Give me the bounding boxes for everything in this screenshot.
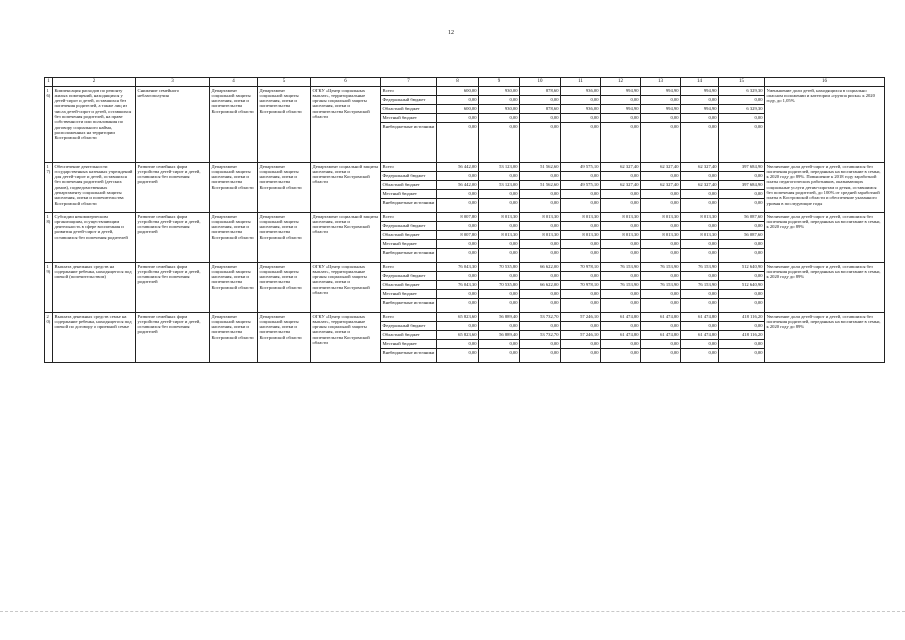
funding-value: 76 153,90 [681,281,719,290]
column-number: 11 [561,78,601,87]
funding-value: 0,00 [437,340,479,349]
responsible-executor: Департамент социальной защиты населения, опеки и попечительства Костромской области [210,263,258,313]
funding-value: 8 013,30 [641,213,681,222]
funding-value: 8 013,30 [520,213,561,222]
funding-value: 0,00 [601,272,641,281]
funding-value: 0,00 [681,172,719,181]
funding-value: 0,00 [719,349,765,363]
funding-value: 0,00 [681,272,719,281]
expected-result: Увеличение доли детей-сирот и детей, оставшихся без попечения родителей, переданных на воспитание в семьи, к 2020 году до 89%. Повышение к 2018 году заработной платы педагогических работников, оказывающих социальные услуги детям-сиротам и детям, оставшимся без попечения родителей, до 100% от средней заработной платы в Костромской области и обеспечение указанного уровня в последующие годы [765,163,885,213]
funding-value: 0,00 [681,240,719,249]
funding-value: 0,00 [601,340,641,349]
funding-value: 0,00 [520,172,561,181]
funding-value: 0,00 [479,96,520,105]
funding-value: 76 153,90 [641,281,681,290]
co-executor: Департамент социальной защиты населения, опеки и попечительства Костромской области [258,163,311,213]
funding-value: 0,00 [561,249,601,263]
funding-value: 0,00 [719,299,765,313]
funding-value: 62 327,40 [601,163,641,172]
funding-value: 0,00 [681,322,719,331]
funding-value: 0,00 [681,340,719,349]
funding-value: 0,00 [561,340,601,349]
funding-value: 49 575,10 [561,163,601,172]
funding-value: 0,00 [681,299,719,313]
funding-value: 0,00 [719,222,765,231]
funding-value: 53 123,00 [479,163,520,172]
column-number: 4 [210,78,258,87]
activity-number: 20) [45,313,53,363]
funding-value: 0,00 [561,222,601,231]
funding-source: Федеральный бюджет [381,222,437,231]
funding-value: 8 013,30 [479,213,520,222]
funding-value: 0,00 [520,199,561,213]
funding-value: 8 013,30 [681,231,719,240]
column-number: 8 [437,78,479,87]
column-number: 2 [53,78,136,87]
funding-value: 76 153,90 [601,263,641,272]
funding-source: Всего [381,263,437,272]
funding-value: 0,00 [601,349,641,363]
participant: ОГКУ «Центр социальных выплат», территориальные органы социальной защиты населения, опеки и попечительства Костромской области [311,87,381,163]
funding-value: 0,00 [437,123,479,163]
column-number: 16 [765,78,885,87]
funding-value: 0,00 [681,114,719,123]
funding-value: 0,00 [479,272,520,281]
activity-name: Субсидии некоммерческим организациям, осуществляющим деятельность в сфере воспитания и развития детей-сирот и детей, оставшихся без попечения родителей [53,213,136,263]
funding-value: 56 087,60 [719,231,765,240]
funding-value: 8 013,30 [641,231,681,240]
funding-value: 0,00 [561,322,601,331]
column-number: 5 [258,78,311,87]
funding-value: 0,00 [520,96,561,105]
funding-value: 8 013,30 [601,231,641,240]
funding-source: Всего [381,87,437,96]
funding-value: 0,00 [520,249,561,263]
funding-source: Местный бюджет [381,190,437,199]
funding-value: 512 640,90 [719,263,765,272]
participant: ОГКУ «Центр социальных выплат», территориальные органы социальной защиты населения, опеки и попечительства Костромской области [311,313,381,363]
funding-value: 418 116,20 [719,331,765,340]
funding-value: 0,00 [561,123,601,163]
funding-value: 0,00 [719,123,765,163]
funding-value: 0,00 [641,249,681,263]
funding-value: 994,90 [681,87,719,96]
funding-value: 0,00 [719,240,765,249]
column-number: 3 [136,78,210,87]
funding-value: 936,00 [561,87,601,96]
funding-value: 6 329,30 [719,87,765,96]
funding-value: 0,00 [479,114,520,123]
funding-value: 0,00 [479,340,520,349]
table-row [45,87,885,96]
activity-direction: Развитие семейных форм устройства детей-сирот и детей, оставшихся без попечения родителей [136,213,210,263]
funding-value: 0,00 [561,190,601,199]
funding-value: 0,00 [437,249,479,263]
funding-value: 0,00 [520,123,561,163]
scan-artifact-line [0,611,905,613]
funding-value: 0,00 [719,290,765,299]
funding-value: 61 474,80 [641,331,681,340]
funding-value: 0,00 [520,272,561,281]
funding-value: 0,00 [641,349,681,363]
funding-value: 61 474,80 [681,331,719,340]
funding-value: 994,90 [681,105,719,114]
funding-source: Областной бюджет [381,281,437,290]
funding-value: 0,00 [719,199,765,213]
funding-value: 994,90 [641,87,681,96]
funding-value: 0,00 [520,349,561,363]
funding-value: 0,00 [520,340,561,349]
funding-value: 0,00 [641,222,681,231]
funding-value: 0,00 [641,322,681,331]
funding-value: 0,00 [479,322,520,331]
funding-value: 0,00 [681,199,719,213]
column-number: 13 [641,78,681,87]
funding-value: 0,00 [561,172,601,181]
funding-value: 56 889,40 [479,331,520,340]
column-number: 9 [479,78,520,87]
funding-value: 62 327,40 [601,181,641,190]
funding-value: 61 474,80 [601,313,641,322]
funding-value: 0,00 [719,114,765,123]
funding-value: 8 007,80 [437,231,479,240]
funding-value: 0,00 [681,249,719,263]
funding-value: 0,00 [561,199,601,213]
expected-result: Увеличение доли детей-сирот и детей, оставшихся без попечения родителей, переданных на воспитание в семьи, к 2020 году до 89% [765,213,885,263]
expected-result: Увеличение доли детей-сирот и детей, оставшихся без попечения родителей, переданных на воспитание в семьи, к 2020 году до 89% [765,313,885,363]
funding-value: 53 732,70 [520,313,561,322]
funding-source: Областной бюджет [381,331,437,340]
funding-value: 0,00 [719,249,765,263]
column-number: 7 [381,78,437,87]
table-row [45,313,885,322]
funding-value: 0,00 [601,290,641,299]
activity-name: Компенсация расходов по ремонту жилых помещений, находящихся у детей-сирот и детей, оставшихся без попечения родителей, а также лиц из числа детей-сирот и детей, оставшихся без попечения родителей, на праве собственности или пользования по договору социального найма, расположенных на территории Костромской области [53,87,136,163]
funding-value: 0,00 [681,190,719,199]
funding-value: 0,00 [641,123,681,163]
funding-value: 56 442,00 [437,181,479,190]
funding-value: 994,90 [641,105,681,114]
funding-value: 76 153,90 [641,263,681,272]
funding-value: 0,00 [719,172,765,181]
funding-value: 49 575,10 [561,181,601,190]
expected-result: Уменьшение доли детей, находящихся в социально опасном положении и категории «группа риска» к 2020 году, до 1,05% [765,87,885,163]
funding-value: 0,00 [641,240,681,249]
funding-value: 0,00 [437,172,479,181]
program-activities-table [44,77,885,363]
co-executor: Департамент социальной защиты населения, опеки и попечительства Костромской области [258,313,311,363]
activity-direction: Развитие семейных форм устройства детей-сирот и детей, оставшихся без попечения родителей [136,313,210,363]
page-number: 12 [448,30,454,36]
funding-value: 418 116,20 [719,313,765,322]
activity-name: Выплата денежных средств семье на содержание ребенка, находящегося под опекой по договору о приемной семье [53,313,136,363]
activity-name: Выплата денежных средств на содержание ребенка, находящегося под опекой (попечительством) [53,263,136,313]
funding-source: Областной бюджет [381,181,437,190]
funding-value: 66 622,00 [520,281,561,290]
funding-value: 397 684,90 [719,181,765,190]
column-number: 12 [601,78,641,87]
funding-value: 0,00 [437,349,479,363]
funding-value: 8 007,80 [437,213,479,222]
responsible-executor: Департамент социальной защиты населения, опеки и попечительства Костромской области [210,163,258,213]
funding-value: 0,00 [561,290,601,299]
funding-source: Местный бюджет [381,290,437,299]
table-row [45,263,885,272]
table-row [45,163,885,172]
funding-value: 930,00 [479,87,520,96]
funding-source: Внебюджетные источники [381,123,437,163]
funding-source: Всего [381,163,437,172]
funding-value: 0,00 [437,190,479,199]
activity-number: 18) [45,213,53,263]
funding-value: 0,00 [520,222,561,231]
funding-source: Внебюджетные источники [381,199,437,213]
funding-source: Внебюджетные источники [381,249,437,263]
funding-value: 0,00 [437,240,479,249]
funding-value: 0,00 [641,340,681,349]
funding-value: 0,00 [520,322,561,331]
activity-direction: Снижение семейного неблагополучия [136,87,210,163]
funding-value: 57 246,10 [561,331,601,340]
funding-value: 0,00 [601,190,641,199]
funding-value: 0,00 [719,96,765,105]
funding-value: 0,00 [520,299,561,313]
responsible-executor: Департамент социальной защиты населения, опеки и попечительства Костромской области [210,313,258,363]
funding-source: Областной бюджет [381,105,437,114]
funding-value: 0,00 [479,349,520,363]
responsible-executor: Департамент социальной защиты населения, опеки и попечительства Костромской области [210,87,258,163]
activity-name: Обеспечение деятельности государственных казенных учреждений для детей-сирот и детей, оставшихся без попечения родителей (детских домов), подведомственных департаменту социальной защиты населения, опеки и попечительства Костромской области [53,163,136,213]
funding-value: 56 087,60 [719,213,765,222]
funding-source: Всего [381,313,437,322]
table-row [45,213,885,222]
funding-value: 76 043,30 [437,281,479,290]
column-number: 1 [45,78,53,87]
activity-direction: Развитие семейных форм устройства детей-сирот и детей, оставшихся без попечения родителей [136,163,210,213]
funding-value: 0,00 [641,299,681,313]
funding-value: 0,00 [561,114,601,123]
funding-source: Внебюджетные источники [381,299,437,313]
funding-value: 0,00 [601,172,641,181]
funding-value: 61 474,80 [681,313,719,322]
funding-value: 0,00 [641,172,681,181]
activity-number: 17) [45,163,53,213]
funding-value: 70 535,80 [479,263,520,272]
funding-value: 76 153,90 [601,281,641,290]
activity-direction: Развитие семейных форм устройства детей-сирот и детей, оставшихся без попечения родителей [136,263,210,313]
funding-value: 70 978,10 [561,281,601,290]
participant: ОГКУ «Центр социальных выплат», территориальные органы социальной защиты населения, опеки и попечительства Костромской области [311,263,381,313]
funding-value: 0,00 [641,290,681,299]
funding-value: 0,00 [479,240,520,249]
funding-value: 397 684,90 [719,163,765,172]
funding-value: 0,00 [437,222,479,231]
funding-value: 0,00 [437,299,479,313]
funding-value: 0,00 [561,272,601,281]
funding-value: 70 535,80 [479,281,520,290]
funding-value: 0,00 [437,322,479,331]
funding-value: 62 327,40 [641,181,681,190]
funding-value: 61 474,80 [601,331,641,340]
funding-source: Федеральный бюджет [381,172,437,181]
funding-value: 936,00 [561,105,601,114]
funding-value: 0,00 [601,222,641,231]
funding-value: 0,00 [437,96,479,105]
column-number: 6 [311,78,381,87]
co-executor: Департамент социальной защиты населения, опеки и попечительства Костромской области [258,87,311,163]
funding-value: 600,00 [437,87,479,96]
column-number: 15 [719,78,765,87]
funding-value: 8 013,30 [479,231,520,240]
funding-value: 0,00 [479,190,520,199]
funding-value: 0,00 [601,96,641,105]
funding-value: 62 327,40 [681,181,719,190]
funding-value: 0,00 [561,349,601,363]
funding-value: 0,00 [561,299,601,313]
funding-value: 0,00 [520,190,561,199]
funding-value: 76 043,30 [437,263,479,272]
funding-value: 51 562,60 [520,163,561,172]
expected-result: Увеличение доли детей-сирот и детей, оставшихся без попечения родителей, переданных на воспитание в семьи, к 2020 году до 89% [765,263,885,313]
funding-value: 0,00 [641,199,681,213]
participant: Департамент социальной защиты населения, опеки и попечительства Костромской области [311,163,381,213]
funding-value: 600,00 [437,105,479,114]
column-number-row [45,78,885,87]
funding-value: 0,00 [561,96,601,105]
co-executor: Департамент социальной защиты населения, опеки и попечительства Костромской области [258,263,311,313]
funding-value: 65 823,60 [437,331,479,340]
funding-value: 53 123,00 [479,181,520,190]
funding-value: 0,00 [437,114,479,123]
funding-value: 0,00 [601,240,641,249]
funding-value: 878,60 [520,105,561,114]
co-executor: Департамент социальной защиты населения, опеки и попечительства Костромской области [258,213,311,263]
funding-value: 62 327,40 [641,163,681,172]
funding-value: 0,00 [437,272,479,281]
funding-value: 512 640,90 [719,281,765,290]
funding-value: 0,00 [479,199,520,213]
funding-source: Местный бюджет [381,340,437,349]
activity-number: 16) [45,87,53,163]
funding-value: 0,00 [681,290,719,299]
responsible-executor: Департамент социальной защиты населения, опеки и попечительства Костромской области [210,213,258,263]
funding-value: 0,00 [437,290,479,299]
funding-value: 61 474,80 [641,313,681,322]
funding-value: 0,00 [719,190,765,199]
funding-source: Областной бюджет [381,231,437,240]
funding-value: 0,00 [641,114,681,123]
funding-value: 0,00 [601,322,641,331]
funding-value: 0,00 [719,272,765,281]
funding-value: 6 329,30 [719,105,765,114]
funding-value: 8 013,30 [681,213,719,222]
funding-value: 994,90 [601,87,641,96]
funding-value: 0,00 [479,249,520,263]
funding-value: 994,90 [601,105,641,114]
funding-source: Федеральный бюджет [381,96,437,105]
funding-value: 878,60 [520,87,561,96]
funding-value: 0,00 [641,96,681,105]
funding-value: 0,00 [719,322,765,331]
funding-value: 66 622,00 [520,263,561,272]
funding-value: 0,00 [681,222,719,231]
column-number: 10 [520,78,561,87]
funding-value: 8 013,30 [561,231,601,240]
funding-value: 0,00 [641,190,681,199]
funding-value: 0,00 [520,290,561,299]
funding-value: 0,00 [601,199,641,213]
funding-value: 0,00 [479,123,520,163]
funding-source: Местный бюджет [381,240,437,249]
funding-value: 53 732,70 [520,331,561,340]
funding-value: 56 889,40 [479,313,520,322]
funding-source: Федеральный бюджет [381,322,437,331]
funding-value: 0,00 [520,114,561,123]
funding-value: 56 442,00 [437,163,479,172]
funding-value: 0,00 [601,299,641,313]
participant: Департамент социальной защиты населения, опеки и попечительства Костромской области [311,213,381,263]
funding-value: 8 013,30 [520,231,561,240]
funding-value: 8 013,30 [561,213,601,222]
funding-value: 70 978,10 [561,263,601,272]
funding-value: 0,00 [601,114,641,123]
funding-value: 57 246,10 [561,313,601,322]
funding-value: 0,00 [479,222,520,231]
funding-value: 0,00 [681,349,719,363]
funding-source: Федеральный бюджет [381,272,437,281]
funding-value: 0,00 [601,123,641,163]
funding-value: 930,00 [479,105,520,114]
funding-source: Местный бюджет [381,114,437,123]
activity-number: 19) [45,263,53,313]
funding-value: 0,00 [437,199,479,213]
funding-value: 0,00 [601,249,641,263]
funding-value: 62 327,40 [681,163,719,172]
funding-value: 65 823,60 [437,313,479,322]
column-number: 14 [681,78,719,87]
funding-value: 51 562,60 [520,181,561,190]
funding-value: 0,00 [719,340,765,349]
funding-source: Внебюджетные источники [381,349,437,363]
funding-value: 0,00 [479,290,520,299]
funding-value: 0,00 [479,299,520,313]
funding-value: 0,00 [561,240,601,249]
funding-value: 0,00 [681,123,719,163]
funding-value: 76 153,90 [681,263,719,272]
funding-value: 0,00 [641,272,681,281]
funding-value: 8 013,30 [601,213,641,222]
funding-source: Всего [381,213,437,222]
funding-value: 0,00 [479,172,520,181]
funding-value: 0,00 [520,240,561,249]
funding-value: 0,00 [681,96,719,105]
